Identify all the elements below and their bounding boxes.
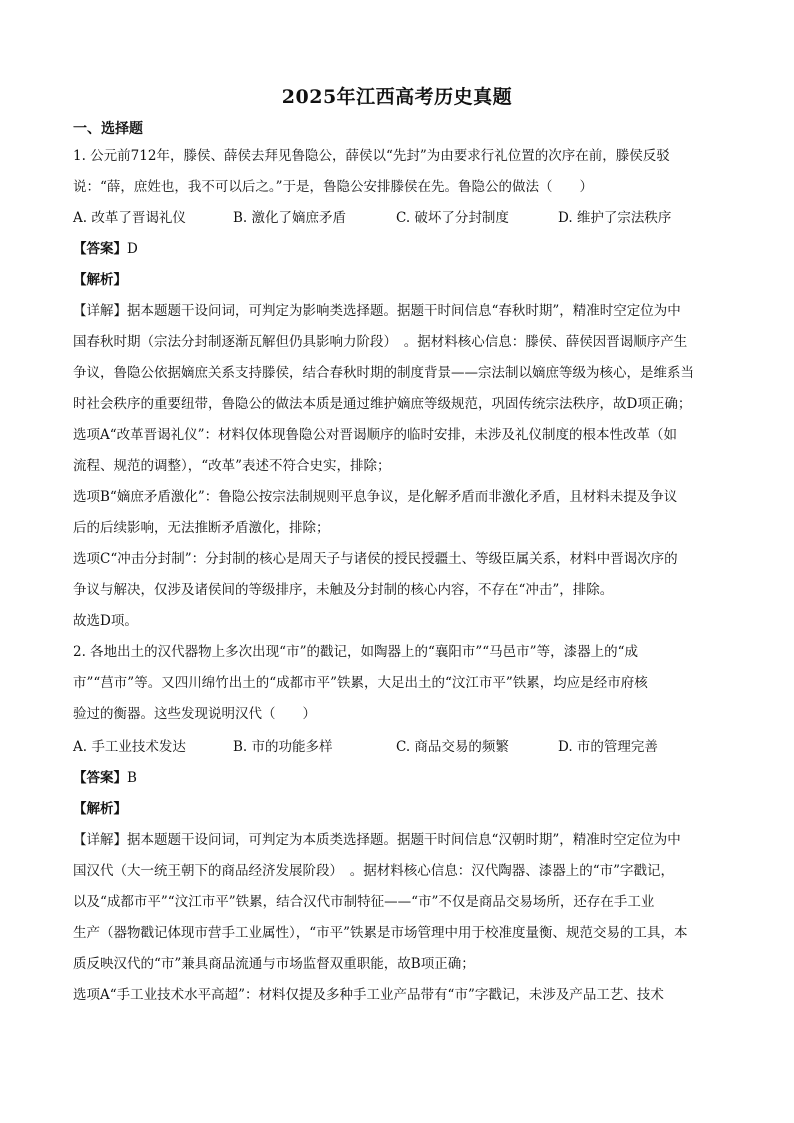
q1-detail-line: 国春秋时期（宗法分封制逐渐瓦解但仍具影响力阶段） 。据材料核心信息：滕侯、薛侯因晋谒顺序产生 — [73, 334, 688, 350]
q2-option-d: D. 市的管理完善 — [558, 739, 658, 755]
q1-detail-line: 争议，鲁隐公依据嫡庶关系支持滕侯，结合春秋时期的制度背景——宗法制以嫡庶等级为核心，是维系当 — [73, 365, 694, 381]
q1-option-b: B. 激化了嫡庶矛盾 — [233, 210, 347, 226]
q2-detail-line: 以及“成都市平”“汶江市平”铁累，结合汉代市制特征——“市”不仅是商品交易场所，还存在手工业 — [73, 894, 655, 910]
q1-option-a: A. 改革了晋谒礼仪 — [73, 210, 186, 226]
q2-stem-line: 市”“莒市”等。又四川绵竹出土的“成都市平”铁累，大足出土的“汶江市平”铁累，均应是经市府核 — [73, 675, 648, 691]
q1-stem-line: 说：“薛，庶姓也，我不可以后之。”于是，鲁隐公安排滕侯在先。鲁隐公的做法（ ） — [73, 179, 594, 195]
q2-detail-line: 质反映汉代的“市”兼具商品流通与市场监督双重职能，故B项正确； — [73, 956, 475, 972]
q2-detail-line: 生产（器物戳记体现市营手工业属性），“市平”铁累是市场管理中用于校准度量衡、规范交易的工具，本 — [73, 925, 688, 941]
q2-analysis-tag: 【解析】 — [73, 801, 127, 817]
q1-option-d: D. 维护了宗法秩序 — [558, 210, 672, 226]
answer-value: D — [127, 241, 138, 257]
q2-option-a: A. 手工业技术发达 — [73, 739, 186, 755]
q1-stem-line: 1. 公元前712年，滕侯、薛侯去拜见鲁隐公，薛侯以“先封”为由要求行礼位置的次序在前，滕侯反驳 — [73, 148, 670, 164]
page-title: 2025年江西高考历史真题 — [281, 86, 513, 108]
q2-stem-line: 验过的衡器。这些发现说明汉代（ ） — [73, 706, 316, 722]
q2-stem-line: 2. 各地出土的汉代器物上多次出现“市”的戳记，如陶器上的“襄阳市”“马邑市”等，漆器上的“成 — [73, 644, 638, 660]
answer-tag: 【答案】 — [73, 241, 127, 257]
section-heading: 一、选择题 — [73, 121, 143, 137]
q1-answer — [73, 240, 723, 258]
q1-detail-line: 选项B“嫡庶矛盾激化”：鲁隐公按宗法制规则平息争议，是化解矛盾而非激化矛盾，且材料未提及争议 — [73, 489, 678, 505]
q1-detail-line: 【详解】据本题题干设问词，可判定为影响类选择题。据题干时间信息“春秋时期”，精准时空定位为中 — [73, 303, 681, 319]
q1-analysis-tag: 【解析】 — [73, 272, 127, 288]
q1-detail-line: 选项C“冲击分封制”：分封制的核心是周天子与诸侯的授民授疆土、等级臣属关系，材料中晋谒次序的 — [73, 551, 678, 567]
q1-detail-line: 流程、规范的调整），“改革”表述不符合史实，排除； — [73, 458, 391, 474]
q2-answer — [73, 769, 723, 787]
q2-option-c: C. 商品交易的频繁 — [396, 739, 509, 755]
q1-detail-line: 争议与解决，仅涉及诸侯间的等级排序，未触及分封制的核心内容，不存在“冲击”，排除。 — [73, 582, 614, 598]
q2-option-b: B. 市的功能多样 — [233, 739, 333, 755]
answer-value: B — [127, 770, 137, 786]
q1-detail-line: 选项A“改革晋谒礼仪”：材料仅体现鲁隐公对晋谒顺序的临时安排，未涉及礼仪制度的根本性改革（如 — [73, 427, 678, 443]
q1-detail-line: 后的后续影响，无法推断矛盾激化，排除； — [73, 520, 330, 536]
q1-detail-line: 故选D项。 — [73, 613, 138, 629]
q2-detail-line: 国汉代（大一统王朝下的商品经济发展阶段） 。据材料核心信息：汉代陶器、漆器上的“市”字戳记， — [73, 863, 675, 879]
q1-detail-line: 时社会秩序的重要纽带，鲁隐公的做法本质是通过维护嫡庶等级规范，巩固传统宗法秩序，故D项正确； — [73, 396, 692, 412]
answer-tag: 【答案】 — [73, 770, 127, 786]
q2-detail-line: 选项A“手工业技术水平高超”：材料仅提及多种手工业产品带有“市”字戳记，未涉及产品工艺、技术 — [73, 987, 664, 1003]
q2-detail-line: 【详解】据本题题干设问词，可判定为本质类选择题。据题干时间信息“汉朝时期”，精准时空定位为中 — [73, 832, 681, 848]
q1-option-c: C. 破坏了分封制度 — [396, 210, 509, 226]
